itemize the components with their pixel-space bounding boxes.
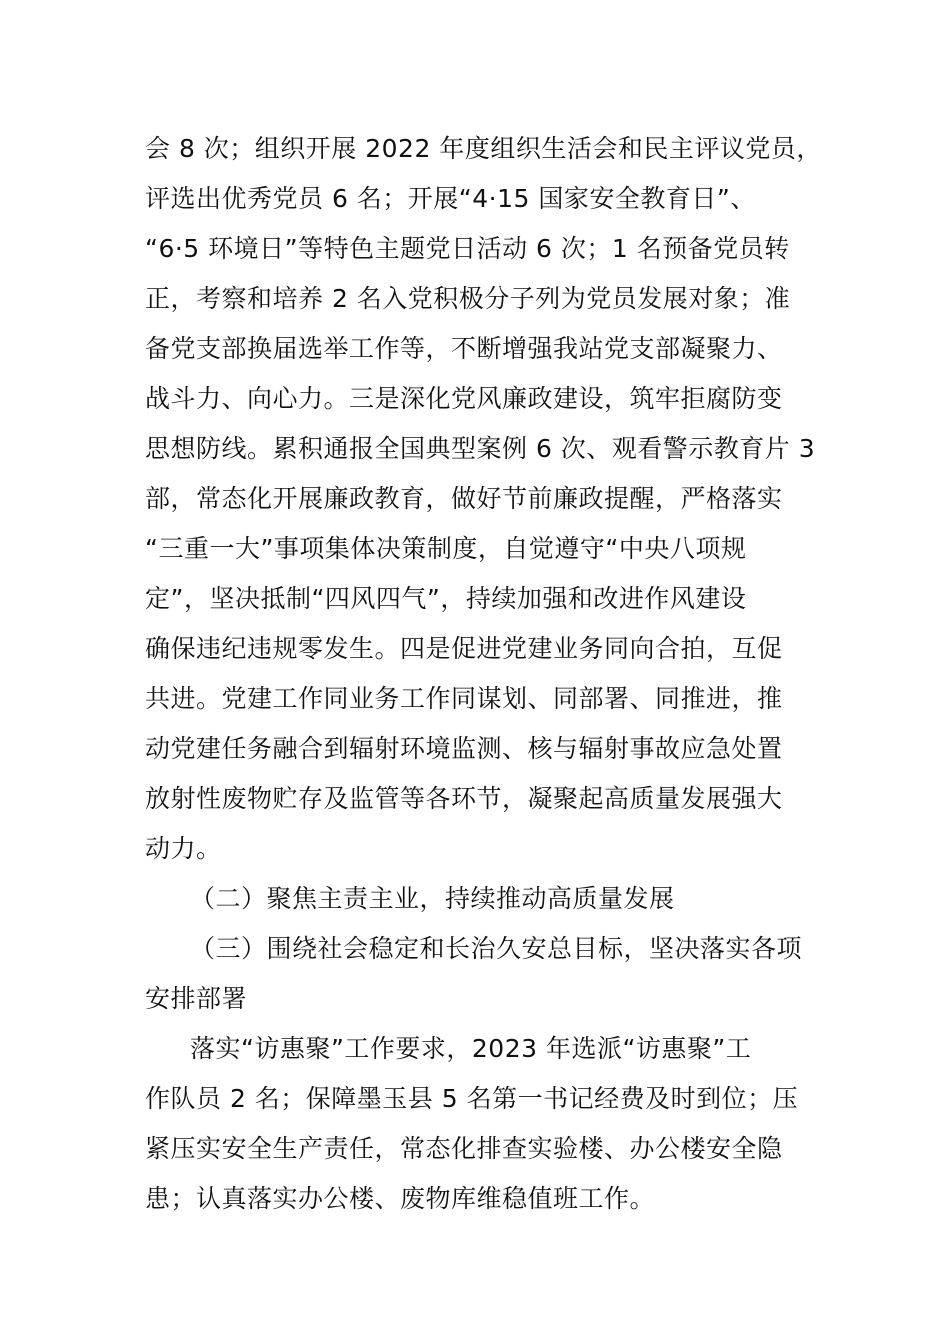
section-heading-3-continuation: 安排部署	[145, 984, 248, 1013]
section-heading-3: （三）围绕社会稳定和长治久安总目标，坚决落实各项	[190, 934, 803, 963]
paragraph-line: 定”，坚决抵制“四风四气”，持续加强和改进作风建设	[145, 584, 747, 613]
paragraph-line: 思想防线。累积通报全国典型案例 6 次、观看警示教育片 3	[145, 434, 816, 463]
paragraph-line: 紧压实安全生产责任，常态化排查实验楼、办公楼安全隐	[145, 1134, 783, 1163]
paragraph-line: 放射性废物贮存及监管等各环节，凝聚起高质量发展强大	[145, 784, 783, 813]
paragraph-line: 共进。党建工作同业务工作同谋划、同部署、同推进，推	[145, 684, 783, 713]
paragraph-line: 正，考察和培养 2 名入党积极分子列为党员发展对象；准	[145, 284, 791, 313]
paragraph-line: 动力。	[145, 834, 222, 863]
paragraph-line: “6·5 环境日”等特色主题党日活动 6 次；1 名预备党员转	[145, 234, 790, 263]
paragraph-line: 患；认真落实办公楼、废物库维稳值班工作。	[145, 1184, 656, 1213]
paragraph-line: 战斗力、向心力。三是深化党风廉政建设，筑牢拒腐防变	[145, 384, 783, 413]
paragraph-line: 作队员 2 名；保障墨玉县 5 名第一书记经费及时到位；压	[145, 1084, 799, 1113]
paragraph-line: 会 8 次；组织开展 2022 年度组织生活会和民主评议党员，	[145, 134, 822, 163]
paragraph-line: 动党建任务融合到辐射环境监测、核与辐射事故应急处置	[145, 734, 783, 763]
paragraph-line: “三重一大”事项集体决策制度，自觉遵守“中央八项规	[145, 534, 747, 563]
paragraph-line: 部，常态化开展廉政教育，做好节前廉政提醒，严格落实	[145, 484, 783, 513]
section-heading-2: （二）聚焦主责主业，持续推动高质量发展	[190, 884, 675, 913]
paragraph-line: 备党支部换届选举工作等，不断增强我站党支部凝聚力、	[145, 334, 783, 363]
paragraph-line: 评选出优秀党员 6 名；开展“4·15 国家安全教育日”、	[145, 184, 756, 213]
paragraph-line: 确保违纪违规零发生。四是促进党建业务同向合拍，互促	[145, 634, 783, 663]
paragraph-line: 落实“访惠聚”工作要求，2023 年选派“访惠聚”工	[190, 1034, 752, 1063]
